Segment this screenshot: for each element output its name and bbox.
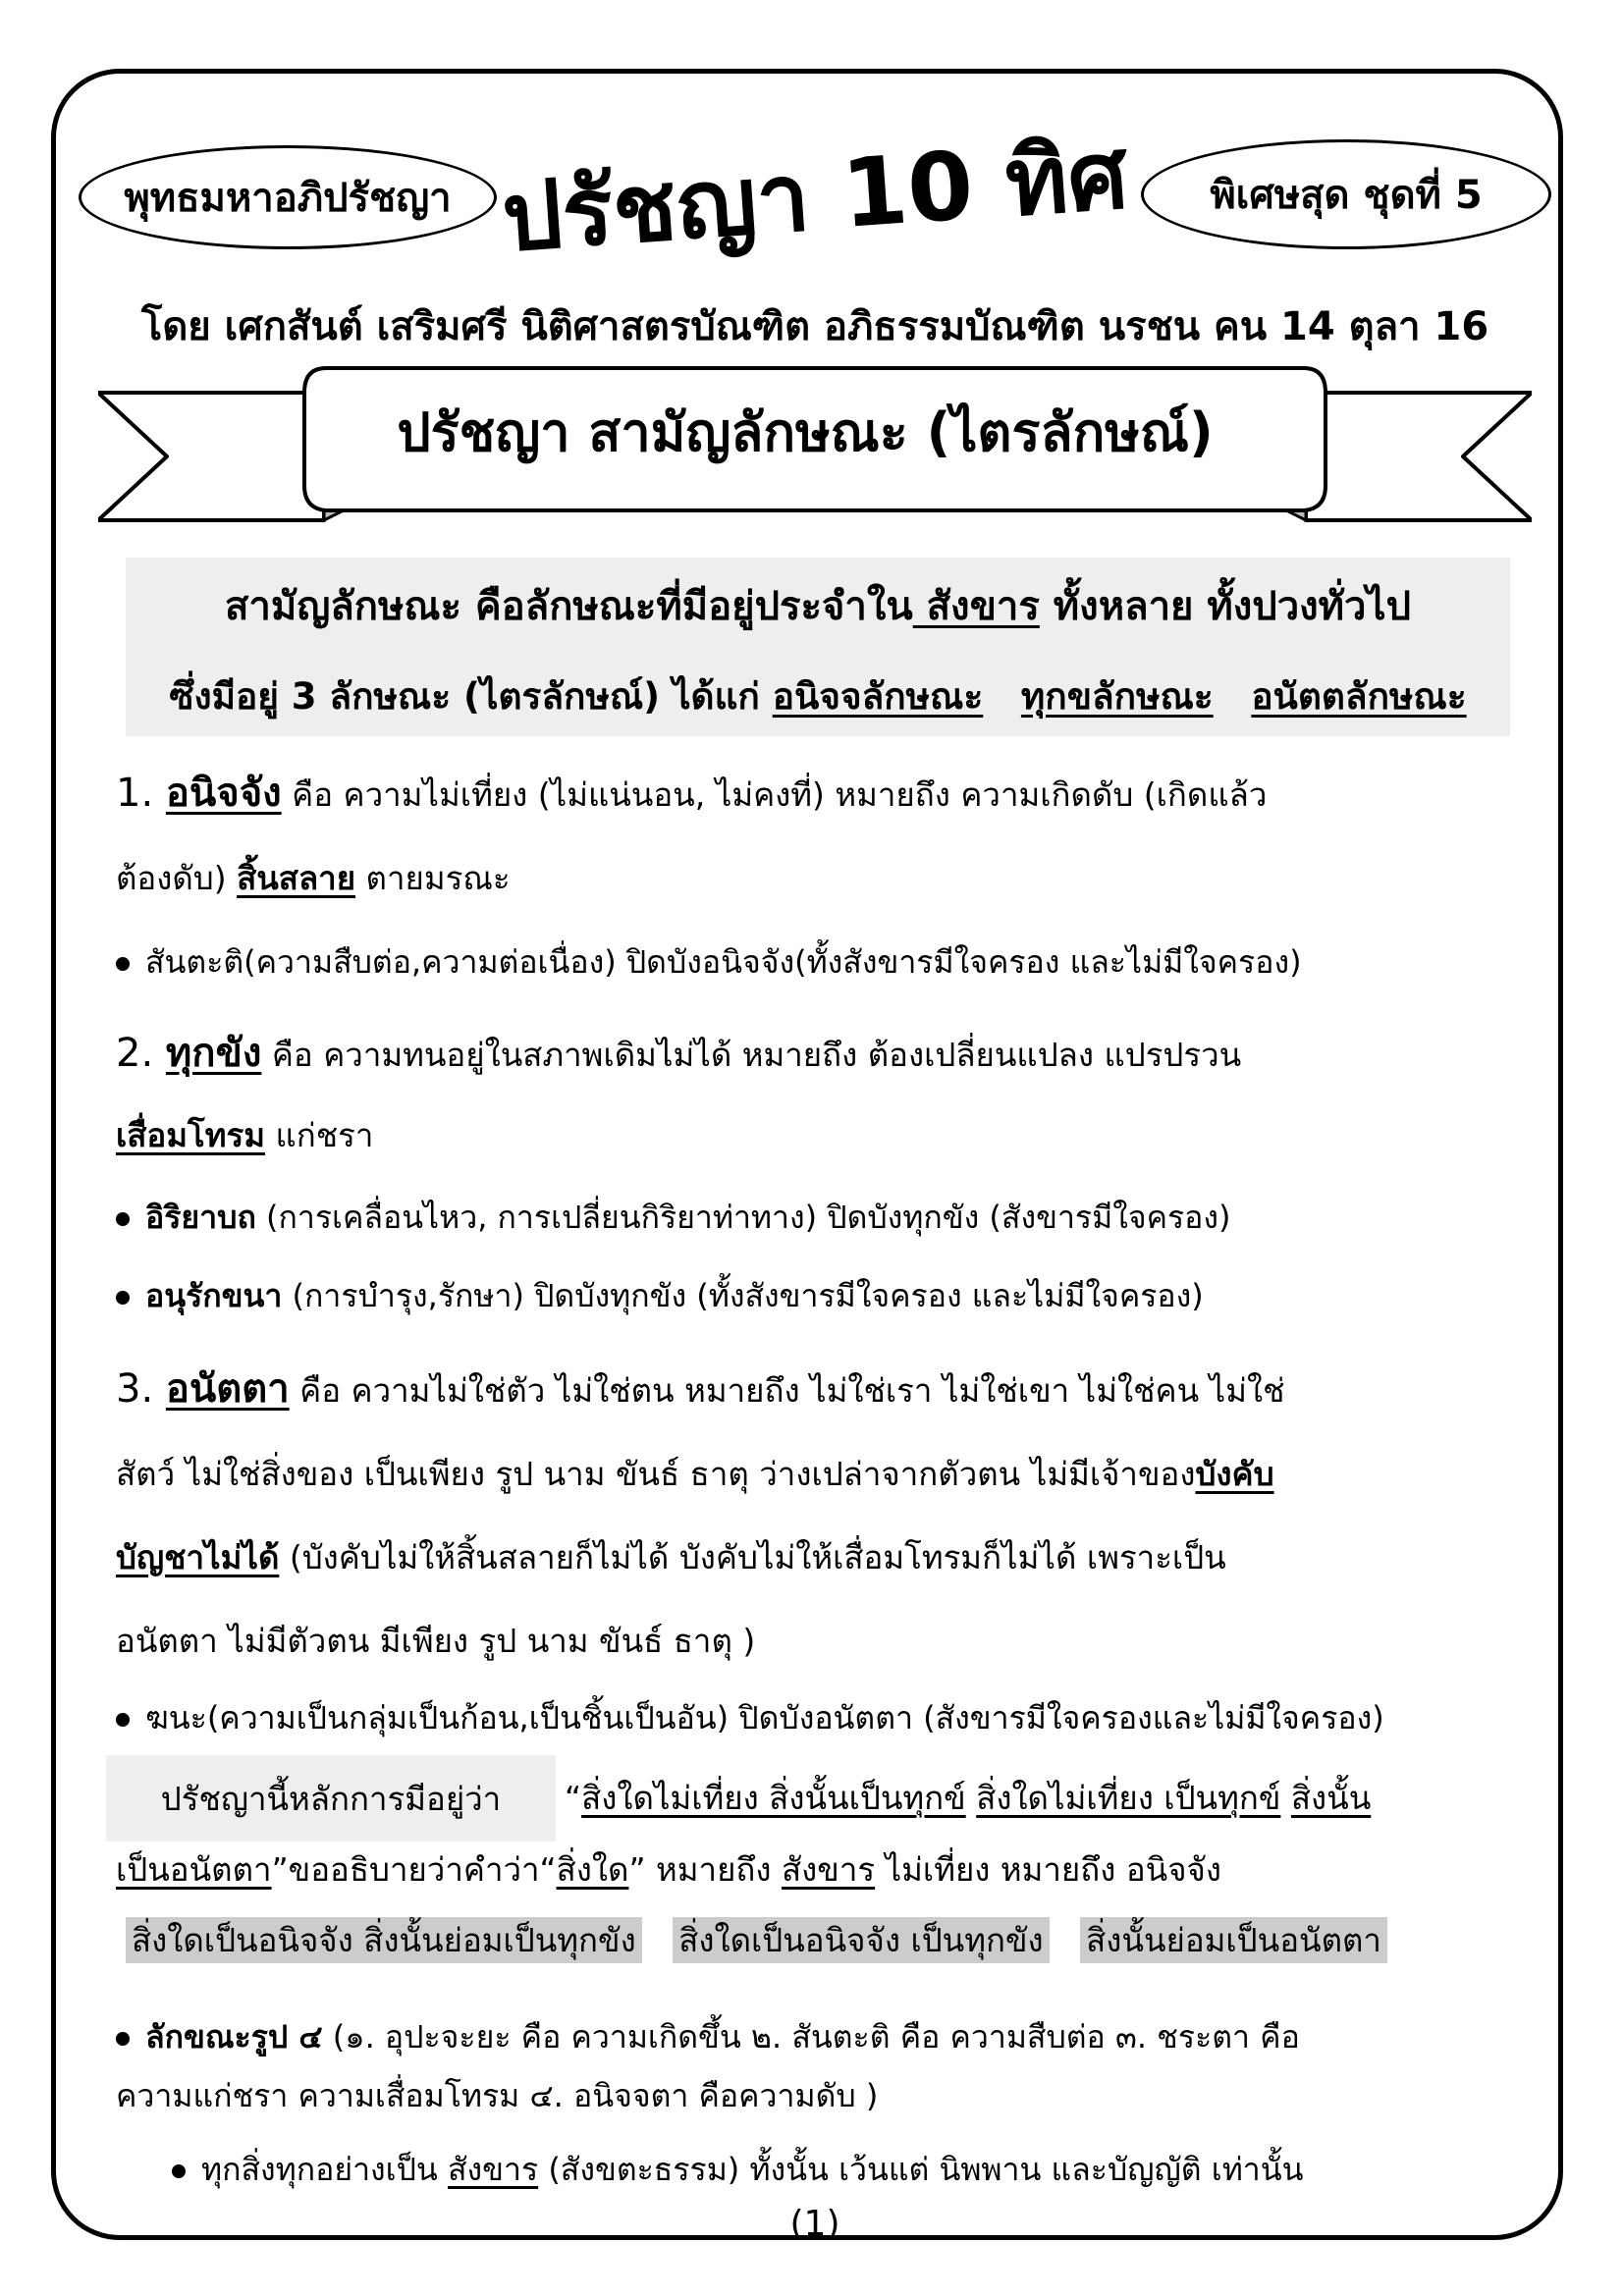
bullet-dot [116,1291,130,1305]
principle-text: สิ่งนั้น [1290,1779,1372,1817]
right-badge-text: พิเศษสุด ชุดที่ 5 [1210,173,1483,218]
section2-line-2 [116,1109,373,1161]
intro-term-dukkha: ทุกขลักษณะ [1020,675,1214,718]
section2-number: 2. [116,1031,166,1076]
rupa-bullet-2 [172,2145,1304,2195]
section3-text: คือ ความไม่ใช่ตัว ไม่ใช่ตน หมายถึง ไม่ใช่เรา ไม่ใช่เขา ไม่ใช่คน ไม่ใช่ [289,1371,1285,1410]
rupa-bullet-1 [116,2012,1300,2062]
section3-line-1 [116,1357,1285,1419]
principle-text: ไม่เที่ยง หมายถึง อนิจจัง [875,1850,1222,1889]
bullet-text: (๑. อุปะจะยะ คือ ความเกิดขึ้น ๒. สันตะติ คือ ความสืบต่อ ๓. ชระตา คือ [322,2018,1300,2056]
ribbon-title: ปรัชญา สามัญลักษณะ (ไตรลักษณ์) [397,401,1214,463]
bullet-dot [116,2032,130,2046]
intro-text: ซึ่งมีอยู่ 3 ลักษณะ (ไตรลักษณ์) ได้แก่ [169,675,773,718]
intro-term-anicca: อนิจจลักษณะ [772,675,984,718]
section3-line-4: อนัตตา ไม่มีตัวตน มีเพียง รูป นาม ขันธ์ ธาตุ ) [116,1622,756,1660]
principle-highlight: สิ่งใดเป็นอนิจจัง สิ่งนั้นย่อมเป็นทุกขัง [126,1917,642,1963]
page-title-text: ปรัชญา 10 ทิศ [498,119,1132,274]
section1-text: คือ ความไม่เที่ยง (ไม่แน่นอน, ไม่คงที่) หมายถึง ความเกิดดับ (เกิดแล้ว [281,775,1268,814]
principle-line-2 [116,1843,1221,1896]
left-badge [79,145,497,249]
principle-text: เป็นอนัตตา [116,1850,272,1889]
bullet-term: สังขาร [447,2151,539,2188]
section2-term-deterioration: เสื่อมโทรม [116,1116,265,1154]
intro-term-anatta: อนัตตลักษณะ [1251,675,1467,718]
bullet-text: (การบำรุง,รักษา) ปิดบังทุกขัง (ทั้งสังขารมีใจครอง และไม่มีใจครอง) [282,1277,1204,1314]
principle-text: ”ขออธิบายว่าคำว่า“ [271,1850,557,1889]
section2-text: แก่ชรา [264,1116,374,1154]
section3-line-3 [116,1531,1226,1583]
page-title [496,118,1134,275]
section2-bullet-2 [116,1271,1204,1321]
section1-line-1 [116,761,1267,824]
rupa-line-2: ความแก่ชรา ความเสื่อมโทรม ๔. อนิจจตา คือความดับ ) [116,2077,879,2114]
section3-number: 3. [116,1366,166,1412]
section2-bullet-1 [116,1193,1230,1243]
section1-number: 1. [116,771,166,816]
section2-line-1 [116,1021,1241,1084]
principle-text: สิ่งใดไม่เที่ยง สิ่งนั้นเป็นทุกข์ [581,1779,966,1817]
principle-line-3 [126,1914,1387,1966]
author-line: โดย เศกสันต์ เสริมศรี นิติศาสตรบัณฑิต อภิธรรมบัณฑิต นรชน คน 14 ตุลา 16 [140,304,1489,349]
principle-highlight: สิ่งใดเป็นอนิจจัง เป็นทุกขัง [673,1917,1049,1963]
page-number: (1) [789,2204,840,2244]
bullet-dot [116,1212,130,1226]
spacer [1280,1779,1291,1817]
principle-line-1 [565,1772,1371,1824]
section1-term: อนิจจัง [165,771,282,816]
bullet-dot [116,957,130,971]
right-badge [1141,139,1551,249]
bullet-text: (การเคลื่อนไหว, การเปลี่ยนกิริยาท่าทาง) ปิดบังทุกขัง (สังขารมีใจครอง) [255,1199,1231,1236]
intro-text: ทั้งหลาย ทั้งปวงทั่วไป [1039,584,1412,629]
section1-term-decay: สิ้นสลาย [237,859,356,897]
section1-text: ตายมรณะ [355,859,511,897]
section3-term-command: บัญชาไม่ได้ [116,1538,280,1576]
intro-term-sankhara: สังขาร [912,584,1040,629]
principle-text: ” หมายถึง [628,1850,782,1889]
section3-line-2 [116,1448,1274,1500]
left-badge-text: พุทธมหาอภิปรัชญา [124,176,452,221]
bullet-text: ฆนะ(ความเป็นกลุ่มเป็นก้อน,เป็นชิ้นเป็นอัน) ปิดบังอนัตตา (สังขารมีใจครองและไม่มีใจครอง) [145,1699,1384,1736]
section2-text: คือ ความทนอยู่ในสภาพเดิมไม่ได้ หมายถึง ต้องเปลี่ยนแปลง แปรปรวน [261,1036,1242,1074]
section2-term: ทุกขัง [165,1031,262,1076]
bullet-text: สันตะติ(ความสืบต่อ,ความต่อเนื่อง) ปิดบังอนิจจัง(ทั้งสังขารมีใจครอง และไม่มีใจครอง) [145,943,1302,981]
bullet-text: ทุกสิ่งทุกอย่างเป็น [201,2151,448,2188]
bullet-dot [172,2164,186,2178]
intro-text: สามัญลักษณะ คือลักษณะที่มีอยู่ประจำใน [224,584,913,629]
principle-term: สังขาร [782,1850,876,1889]
section3-term-control: บังคับ [1195,1455,1274,1493]
section3-text: สัตว์ ไม่ใช่สิ่งของ เป็นเพียง รูป นาม ขันธ์ ธาตุ ว่างเปล่าจากตัวตน ไม่มีเจ้าของ [116,1455,1196,1493]
section3-text: (บังคับไม่ให้สิ้นสลายก็ไม่ได้ บังคับไม่ให้เสื่อมโทรมก็ไม่ได้ เพราะเป็น [279,1538,1226,1576]
section1-bullet [116,937,1302,988]
section1-text: ต้องดับ) [116,859,238,897]
section3-bullet [116,1693,1384,1743]
intro-line-1 [126,574,1510,637]
quote-mark: “ [565,1779,582,1817]
principle-term: สิ่งใด [556,1850,629,1889]
principle-text: สิ่งใดไม่เที่ยง เป็นทุกข์ [976,1779,1281,1817]
section3-term: อนัตตา [165,1366,290,1412]
principle-label: ปรัชญานี้หลักการมีอยู่ว่า [106,1755,556,1842]
bullet-term: อนุรักขนา [145,1277,283,1314]
intro-line-2 [126,667,1510,725]
section1-line-2 [116,852,511,904]
bullet-text: (สังขตะธรรม) ทั้งนั้น เว้นแต่ นิพพาน และบัญญัติ เท่านั้น [538,2151,1304,2188]
bullet-term: ลักขณะรูป ๔ [145,2018,323,2056]
bullet-dot [116,1713,130,1727]
principle-highlight: สิ่งนั้นย่อมเป็นอนัตตา [1080,1917,1387,1963]
bullet-term: อิริยาบถ [145,1199,256,1236]
spacer [966,1779,977,1817]
